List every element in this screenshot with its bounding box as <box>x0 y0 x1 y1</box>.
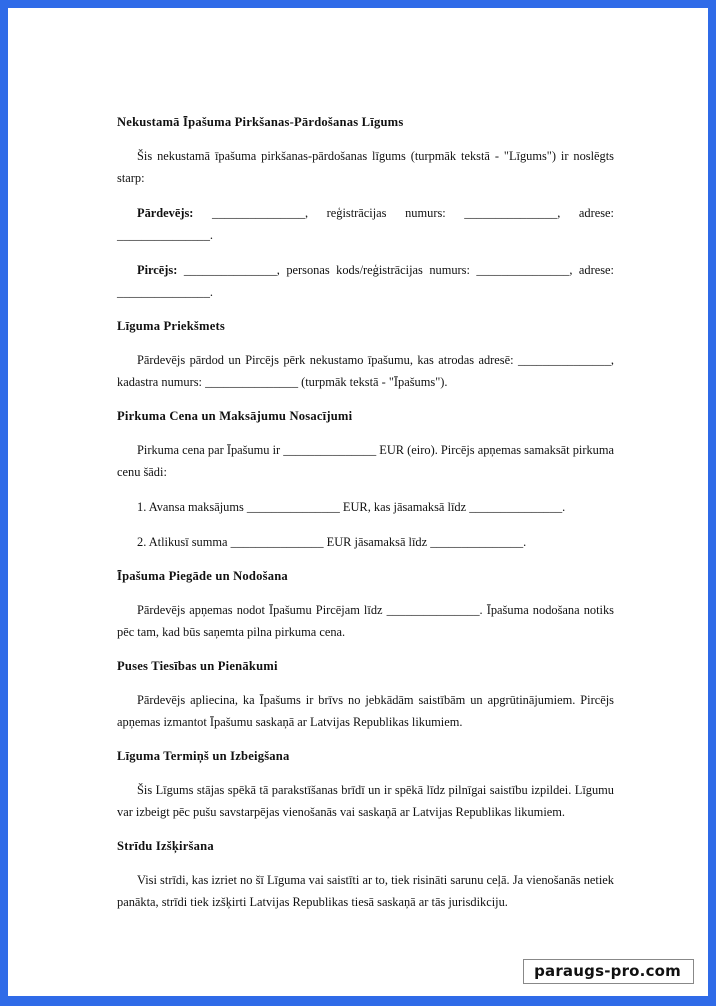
section-heading: Strīdu Izšķiršana <box>117 839 214 853</box>
buyer-label: Pircējs: <box>137 263 178 277</box>
section-paragraph: Pirkuma cena par Īpašumu ir _______________ EUR (eiro). Pircējs apņemas samaksāt pirkuma cenu šādi: <box>117 443 614 479</box>
seller-paragraph <box>117 202 614 246</box>
section-paragraph: Šis Līgums stājas spēkā tā parakstīšanas brīdī un ir spēkā līdz pilnīgai saistību izpildei. Līgumu var izbeigt pēc pušu savstarpējas vienošanās vai saskaņā ar Latvijas Republikas likumiem. <box>117 783 614 819</box>
buyer-paragraph <box>117 259 614 303</box>
section-heading: Pirkuma Cena un Maksājumu Nosacījumi <box>117 409 353 423</box>
payment-item: 1. Avansa maksājums _______________ EUR, kas jāsamaksā līdz _______________. <box>137 500 566 514</box>
section-heading: Īpašuma Piegāde un Nodošana <box>117 569 288 583</box>
section-heading: Puses Tiesības un Pienākumi <box>117 659 278 673</box>
seller-details: _______________, reģistrācijas numurs: _______________, adrese: _______________. <box>117 206 614 242</box>
document-body <box>117 111 614 913</box>
payment-item: 2. Atlikusī summa _______________ EUR jāsamaksā līdz _______________. <box>137 535 527 549</box>
document-title: Nekustamā Īpašuma Pirkšanas-Pārdošanas Līgums <box>117 115 404 129</box>
section-paragraph: Visi strīdi, kas izriet no šī Līguma vai saistīti ar to, tiek risināti sarunu ceļā. Ja vienošanās netiek panākta, strīdi tiek izšķirti Latvijas Republikas tiesā saskaņā ar tās jurisdikciju. <box>117 873 614 909</box>
section-heading: Līguma Termiņš un Izbeigšana <box>117 749 290 763</box>
buyer-details: _______________, personas kods/reģistrācijas numurs: _______________, adrese: _______________. <box>117 263 614 299</box>
section-paragraph: Pārdevējs apņemas nodot Īpašumu Pircējam līdz _______________. Īpašuma nodošana notiks pēc tam, kad būs saņemta pilna pirkuma cena. <box>117 603 614 639</box>
section-paragraph: Pārdevējs pārdod un Pircējs pērk nekustamo īpašumu, kas atrodas adresē: _______________, kadastra numurs: _______________ (turpmāk tekstā - "Īpašums"). <box>117 353 614 389</box>
intro-paragraph: Šis nekustamā īpašuma pirkšanas-pārdošanas līgums (turpmāk tekstā - "Līgums") ir noslēgts starp: <box>117 149 614 185</box>
seller-label: Pārdevējs: <box>137 206 194 220</box>
section-heading: Līguma Priekšmets <box>117 319 225 333</box>
watermark-link[interactable]: paraugs-pro.com <box>523 959 694 984</box>
section-paragraph: Pārdevējs apliecina, ka Īpašums ir brīvs no jebkādām saistībām un apgrūtinājumiem. Pircējs apņemas izmantot Īpašumu saskaņā ar Latvijas Republikas likumiem. <box>117 693 614 729</box>
